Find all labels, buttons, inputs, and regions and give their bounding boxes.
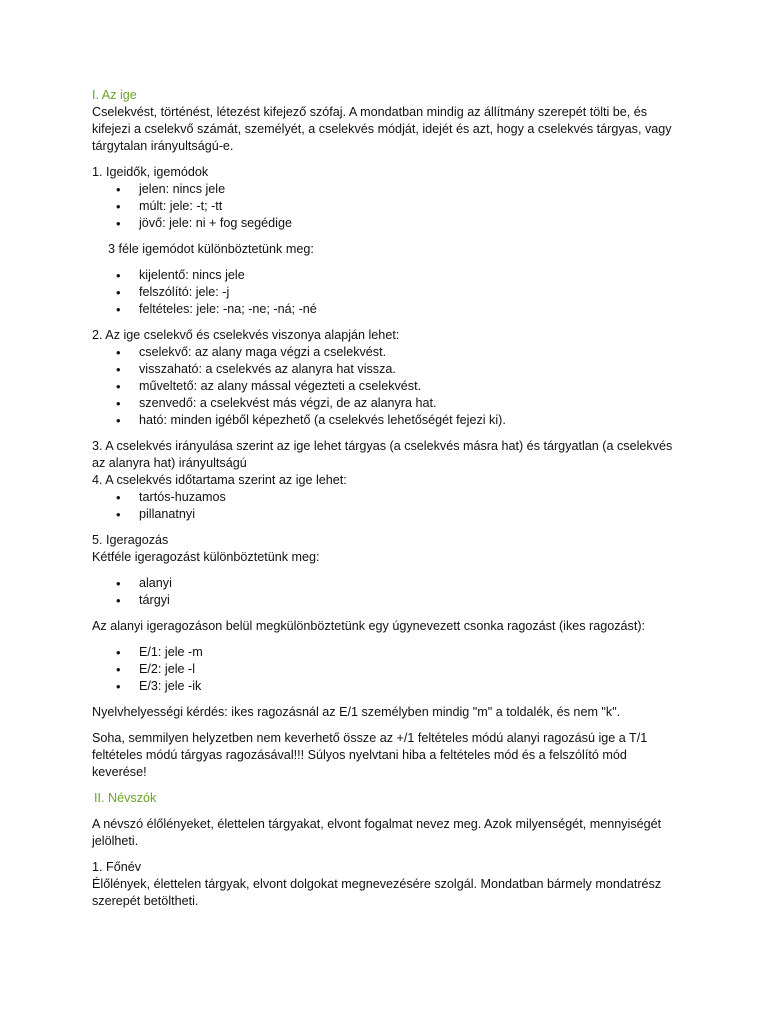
bullet-icon: • — [116, 662, 121, 677]
list-item: • szenvedő: a cselekvést más végzi, de az alanyra hat. — [116, 396, 437, 411]
fonev-title: 1. Főnév — [92, 860, 142, 874]
list-item: • jövő: jele: ni + fog segédige — [116, 216, 292, 231]
igeragozas-intro: Kétféle igeragozást különböztetünk meg: — [92, 550, 320, 564]
durations-list — [92, 489, 682, 523]
igeidok-title: 1. Igeidők, igemódok — [92, 165, 209, 179]
bullet-icon: • — [116, 268, 121, 283]
bullet-icon: • — [116, 216, 121, 231]
bullet-icon: • — [116, 345, 121, 360]
iranyultsag-paragraph: 3. A cselekvés irányulása szerint az ige lehet tárgyas (a cselekvés másra hat) és tárgyatlan (a cselekvés az alanyra hat) irányultságú — [92, 439, 673, 470]
section-heading-ige: I. Az ige — [92, 88, 137, 102]
fonev-paragraph: Élőlények, élettelen tárgyak, elvont dolgokat megnevezésére szolgál. Mondatban bármely mondatrész szerepét betöltheti. — [92, 877, 662, 908]
conjugations-list — [92, 575, 682, 609]
bullet-icon: • — [116, 199, 121, 214]
idotartam-title: 4. A cselekvés időtartama szerint az ige lehet: — [92, 473, 347, 487]
bullet-icon: • — [116, 645, 121, 660]
bullet-icon: • — [116, 576, 121, 591]
moods-list — [92, 267, 682, 318]
bullet-icon: • — [116, 302, 121, 317]
moods-intro: 3 féle igemódot különböztetünk meg: — [108, 242, 314, 256]
list-item: • felszólító: jele: -j — [116, 285, 230, 300]
igeragozas-title: 5. Igeragozás — [92, 533, 169, 547]
cselekvo-title: 2. Az ige cselekvő és cselekvés viszonya alapján lehet: — [92, 328, 400, 342]
list-item: • alanyi — [116, 576, 172, 591]
list-item: • tartós-huzamos — [116, 490, 226, 505]
list-item: • műveltető: az alany mással végezteti a cselekvést. — [116, 379, 422, 394]
list-item: • E/1: jele -m — [116, 645, 203, 660]
bullet-icon: • — [116, 285, 121, 300]
list-item: • cselekvő: az alany maga végzi a cselekvést. — [116, 345, 387, 360]
list-item: • kijelentő: nincs jele — [116, 268, 245, 283]
bullet-icon: • — [116, 182, 121, 197]
ige-intro-paragraph: Cselekvést, történést, létezést kifejező szófaj. A mondatban mindig az állítmány szerepét tölti be, és kifejezi a cselekvő számát, személyét, a cselekvés módját, idejét és azt, hogy a cselekvés tárgyas, vagy tárgytalan irányultságú-e. — [92, 105, 672, 153]
bullet-icon: • — [116, 679, 121, 694]
bullet-icon: • — [116, 379, 121, 394]
nevszo-intro-paragraph: A névszó élőlényeket, élettelen tárgyakat, elvont fogalmat nevez meg. Azok milyenségét, mennyiségét jelölheti. — [92, 817, 662, 848]
section-heading-nevszok: II. Névszók — [94, 791, 157, 805]
ikes-forms-list — [92, 644, 682, 695]
bullet-icon: • — [116, 490, 121, 505]
bullet-icon: • — [116, 593, 121, 608]
bullet-icon: • — [116, 362, 121, 377]
warning-paragraph: Soha, semmilyen helyzetben nem keverhető össze az +/1 feltételes módú alanyi ragozású ige a T/1 feltételes módú tárgyas ragozásával!!! Súlyos nyelvtani hiba a feltételes mód és a felszólító mód keverése! — [92, 731, 648, 779]
list-item: • E/2: jele -l — [116, 662, 195, 677]
bullet-icon: • — [116, 507, 121, 522]
list-item: • feltételes: jele: -na; -ne; -ná; -né — [116, 302, 317, 317]
nyelvhelyesseg-paragraph: Nyelvhelyességi kérdés: ikes ragozásnál az E/1 személyben mindig "m" a toldalék, és nem "k". — [92, 705, 621, 719]
list-item: • visszaható: a cselekvés az alanyra hat vissza. — [116, 362, 396, 377]
list-item: • múlt: jele: -t; -tt — [116, 199, 223, 214]
document-content — [92, 87, 682, 910]
list-item: • pillanatnyi — [116, 507, 196, 522]
bullet-icon: • — [116, 396, 121, 411]
voices-list — [92, 344, 682, 429]
tenses-list — [92, 181, 682, 232]
list-item: • ható: minden igéből képezhető (a cselekvés lehetőségét fejezi ki). — [116, 413, 506, 428]
ikes-intro-paragraph: Az alanyi igeragozáson belül megkülönböztetünk egy úgynevezett csonka ragozást (ikes ragozást): — [92, 619, 646, 633]
bullet-icon: • — [116, 413, 121, 428]
list-item: • E/3: jele -ik — [116, 679, 202, 694]
list-item: • jelen: nincs jele — [116, 182, 226, 197]
list-item: • tárgyi — [116, 593, 170, 608]
